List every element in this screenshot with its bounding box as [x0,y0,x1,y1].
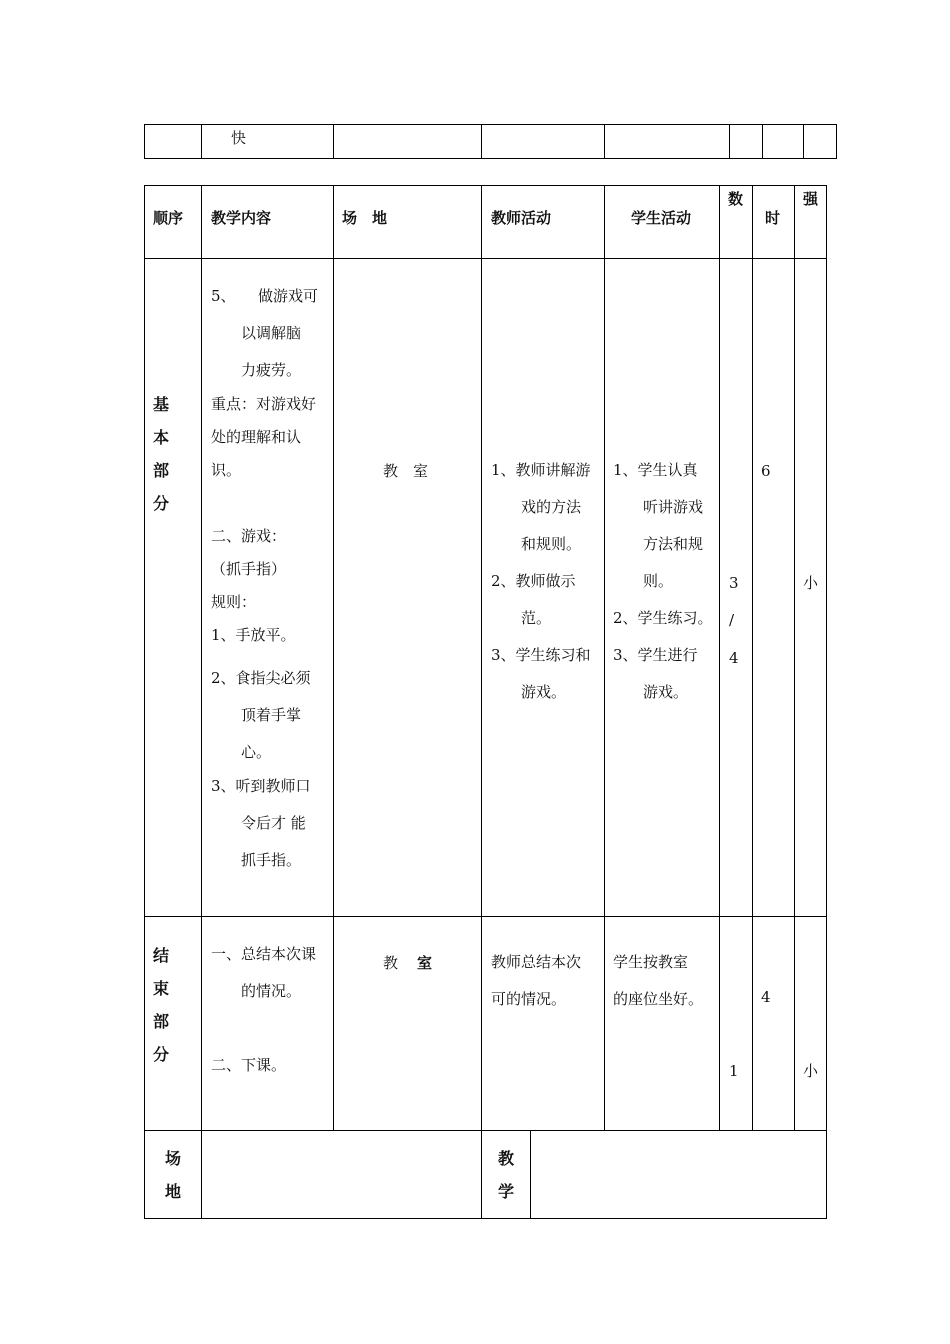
ending-venue-a: 教 [383,954,399,972]
basic-time: 6 [761,462,771,480]
ending-time: 4 [761,988,771,1006]
footer-teach-char: 学 [497,1182,514,1201]
header-order: 顺序 [153,209,184,227]
basic-content-d: 3、听到教师口 令后才 能 抓手指。 [211,777,311,869]
header-student: 学生活动 [631,209,692,227]
footer-venue-char: 场 [164,1149,181,1168]
header-count: 数 [728,190,744,208]
header-time: 时 [765,209,781,227]
footer-teach-char: 教 [497,1149,514,1168]
basic-label-char: 本 [152,428,169,447]
top-row-text: 快 [231,129,247,147]
ending-content: 一、总结本次课 的情况。 二、下课。 [211,945,317,1074]
ending-label-char: 束 [152,979,169,998]
basic-count-char: 4 [729,649,739,667]
header-content: 教学内容 [211,209,272,227]
ending-label-char: 结 [152,946,169,965]
basic-teacher: 1、教师讲解游 戏的方法 和规则。 2、教师做示 范。 3、学生练习和 游戏。 [491,461,591,701]
ending-intensity: 小 [803,1062,819,1080]
ending-count: 1 [729,1062,739,1080]
basic-label-char: 分 [152,494,169,513]
ending-label-char: 部 [152,1012,169,1031]
basic-content-b: 重点：对游戏好 处的理解和认 识。 二、游戏： （抓手指） 规则： 1、手放平。 [211,395,317,644]
basic-label-char: 基 [152,395,169,414]
basic-content-a: 5、 做游戏可 以调解脑 力疲劳。 [211,287,319,379]
ending-teacher: 教师总结本次 可的情况。 [491,953,582,1008]
basic-count-char: / [729,611,735,629]
basic-label-char: 部 [152,461,169,480]
ending-student: 学生按教室 的座位坐好。 [613,953,704,1008]
header-teacher: 教师活动 [491,209,552,227]
ending-label-char: 分 [152,1045,169,1064]
footer-venue-char: 地 [164,1182,181,1201]
basic-venue: 教 室 [383,462,429,480]
basic-student: 1、学生认真 听讲游戏 方法和规 则。 2、学生练习。 3、学生进行 游戏。 [613,461,713,701]
basic-intensity: 小 [803,574,819,592]
basic-content-c: 2、食指尖必须 顶着手掌 心。 [211,669,311,761]
ending-venue-b: 室 [417,954,433,972]
header-venue: 场 地 [342,209,388,227]
header-intensity: 强 [803,190,819,208]
basic-count-char: 3 [729,574,739,592]
